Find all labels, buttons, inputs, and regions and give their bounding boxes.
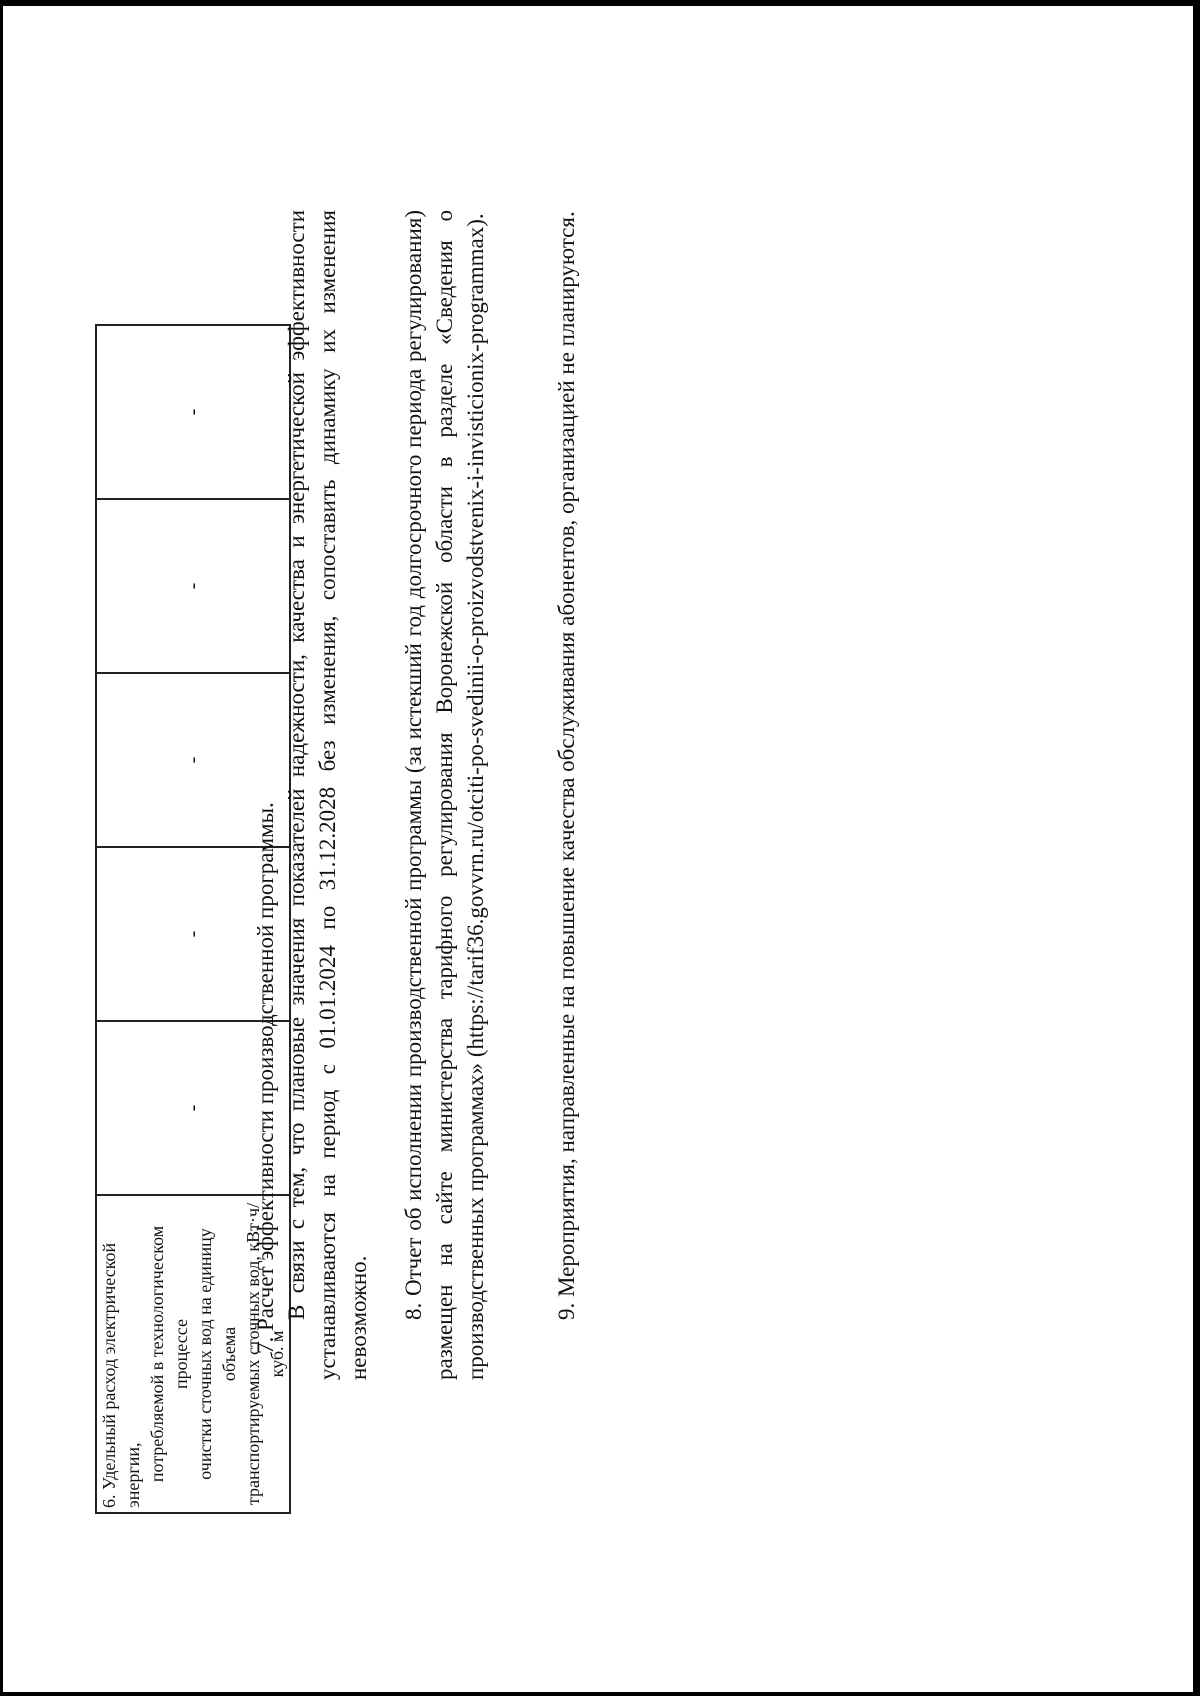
section-9-body: 9. Мероприятия, направленные на повышение качества обслуживания абонентов, организацией не планируются.: [554, 211, 579, 1320]
section-8-text: [398, 210, 491, 1380]
section-7-text: [281, 210, 374, 1380]
rotated-content: [3, 6, 1193, 1692]
indicator-label-line: потребляемой в технологическом процессе: [147, 1225, 191, 1483]
section-7-heading: 7. Расчет эффективности производственной программы.: [253, 802, 278, 1354]
value-cell: -: [96, 847, 290, 1021]
indicator-label-line: очистки сточных вод на единицу объема: [195, 1228, 239, 1480]
section-7-body: В связи с тем, что плановые значения показателей надежности, качества и энергетической эффективности устанавливаются на период с 01.01.2024 по 31.12.2028 без изменения, сопоставить динамику их изменения невозможно.: [284, 210, 371, 1380]
document-page: [3, 6, 1193, 1692]
section-8-body: 8. Отчет об исполнении производственной программы (за истекший год долгосрочного периода регулирования) размещен на сайте министерства тарифного регулирования Воронежской области в разделе «Сведения о производственных программах» (https://tarif36.govvrn.ru/otciti-po-svedinii-o-proizvodstvenix-i-invisticionix-programmax).: [401, 210, 488, 1380]
indicator-label-line: 6. Удельный расход электрической энергии,: [99, 1242, 143, 1508]
value-cell: -: [96, 325, 290, 499]
value-cell: -: [96, 1021, 290, 1195]
value-cell: -: [96, 499, 290, 673]
indicator-label-line: транспортируемых сточных вод, кВт·ч/куб. м: [243, 1202, 287, 1506]
value-cell: -: [96, 673, 290, 847]
section-9-text: [551, 210, 582, 1380]
